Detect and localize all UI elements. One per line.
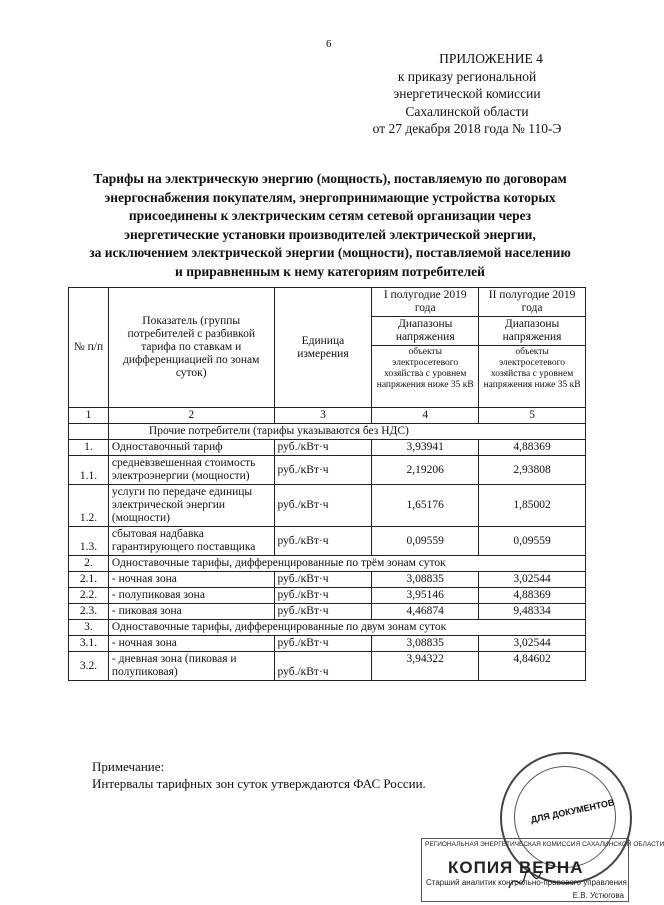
note-block [92,758,426,792]
table-row [69,456,586,485]
row-value-1: 1,65176 [372,485,479,527]
header-unit: Единица измерения [274,288,372,408]
row-value-2: 1,85002 [479,485,586,527]
row-name: услуги по передаче единицы электрической энергии (мощности) [108,485,274,527]
header-indicator: Показатель (группы потребителей с разбивкой тарифа по ставкам и дифференциацией по зонам суток) [108,288,274,408]
row-value-1: 4,46874 [372,604,479,620]
title-line: энергетические установки производителей электрической энергии, [124,226,536,242]
group-label: Одноставочные тарифы, дифференцированные по трём зонам суток [108,556,585,572]
row-name: сбытовая надбавка гарантирующего поставщика [108,527,274,556]
title-line: энергоснабжения покупателям, энергопринимающие устройства которых [104,189,556,205]
header-ranges-2: Диапазоны напряжения [479,317,586,346]
col-number: 4 [372,408,479,424]
document-title [50,170,610,281]
appendix-title: ПРИЛОЖЕНИЕ 4 [439,51,543,66]
row-unit: руб./кВт·ч [274,636,372,652]
copy-stamp-position: Старший аналитик контрольно-правового управления [426,878,627,887]
row-value-1: 3,08835 [372,572,479,588]
table-row [69,652,586,681]
note-label: Примечание: [92,759,165,774]
group-row [69,424,586,440]
table-row [69,527,586,556]
table-row [69,440,586,456]
row-name: - дневная зона (пиковая и полупиковая) [108,652,274,681]
table-row [69,588,586,604]
note-text: Интервалы тарифных зон суток утверждаются ФАС России. [92,776,426,791]
appendix-line-1: к приказу региональной [397,68,537,84]
row-unit: руб./кВт·ч [274,572,372,588]
row-num: 2.3. [69,604,109,620]
row-value-1: 3,93941 [372,440,479,456]
row-value-1: 3,95146 [372,588,479,604]
appendix-line-2: энергетической комиссии [393,86,541,101]
row-unit: руб./кВт·ч [274,652,372,681]
table-row [69,485,586,527]
row-value-1: 3,94322 [372,652,479,681]
row-unit: руб./кВт·ч [274,604,372,620]
group-num: 2. [69,556,109,572]
row-num: 2.2. [69,588,109,604]
row-num: 1.2. [69,485,109,527]
row-unit: руб./кВт·ч [274,485,372,527]
row-name: средневзвешенная стоимость электроэнергии (мощности) [108,456,274,485]
col-number: 2 [108,408,274,424]
row-unit: руб./кВт·ч [274,527,372,556]
row-name: - ночная зона [108,636,274,652]
title-line: Тарифы на электрическую энергию (мощность), поставляемую по договорам [93,171,567,186]
signature-icon [505,866,545,896]
tariff-table [68,287,586,681]
table-row [69,604,586,620]
row-unit: руб./кВт·ч [274,456,372,485]
row-num: 3.2. [69,652,109,681]
row-value-2: 3,02544 [479,636,586,652]
header-objects-2: объекты электросетевого хозяйства с уровнем напряжения ниже 35 кВ [479,346,586,408]
row-value-2: 3,02544 [479,572,586,588]
appendix-line-3: Сахалинской области [405,103,529,119]
title-line: присоединены к электрическим сетям сетевой организации через [128,208,532,223]
group-other-label: Прочие потребители (тарифы указываются без НДС) [108,424,585,440]
row-unit: руб./кВт·ч [274,588,372,604]
row-name: - полупиковая зона [108,588,274,604]
row-value-1: 2,19206 [372,456,479,485]
copy-stamp-signer: Е.В. Устюгова [572,891,624,900]
header-objects-1: объекты электросетевого хозяйства с уровнем напряжения ниже 35 кВ [372,346,479,408]
row-num: 3.1. [69,636,109,652]
row-unit: руб./кВт·ч [274,440,372,456]
row-value-2: 4,84602 [479,652,586,681]
row-value-1: 0,09559 [372,527,479,556]
round-seal-text: ДЛЯ ДОКУМЕНТОВ [529,797,616,825]
title-line: за исключением электрической энергии (мощности), поставляемой населению [89,245,571,260]
group-num: 3. [69,620,109,636]
copy-stamp-title: КОПИЯ ВЕРНА [448,858,584,877]
row-value-2: 0,09559 [479,527,586,556]
row-value-2: 4,88369 [479,588,586,604]
appendix-line-4: от 27 декабря 2018 года № 110-Э [372,121,562,136]
col-number: 5 [479,408,586,424]
header-ranges-1: Диапазоны напряжения [372,317,479,346]
row-name: - пиковая зона [108,604,274,620]
row-num: 1. [69,440,109,456]
row-num: 1.1. [69,456,109,485]
appendix-header [352,50,582,138]
title-line: и приравненным к нему категориям потребителей [175,263,485,279]
row-num: 1.3. [69,527,109,556]
col-number: 3 [274,408,372,424]
header-period-1: I полугодие 2019 года [372,288,479,317]
row-value-2: 2,93808 [479,456,586,485]
header-period-2: II полугодие 2019 года [479,288,586,317]
row-name: Одноставочный тариф [108,440,274,456]
row-value-2: 4,88369 [479,440,586,456]
row-num: 2.1. [69,572,109,588]
table-row [69,636,586,652]
row-value-2: 9,48334 [479,604,586,620]
group-label: Одноставочные тарифы, дифференцированные по двум зонам суток [108,620,585,636]
group-row [69,556,586,572]
page-number: 6 [326,38,332,50]
row-name: - ночная зона [108,572,274,588]
row-value-1: 3,08835 [372,636,479,652]
group-row [69,620,586,636]
header-num: № п/п [69,288,109,408]
col-number: 1 [69,408,109,424]
copy-stamp-org: РЕГИОНАЛЬНАЯ ЭНЕРГЕТИЧЕСКАЯ КОМИССИЯ САХАЛИНСКОЙ ОБЛАСТИ [425,841,664,848]
table-row [69,572,586,588]
